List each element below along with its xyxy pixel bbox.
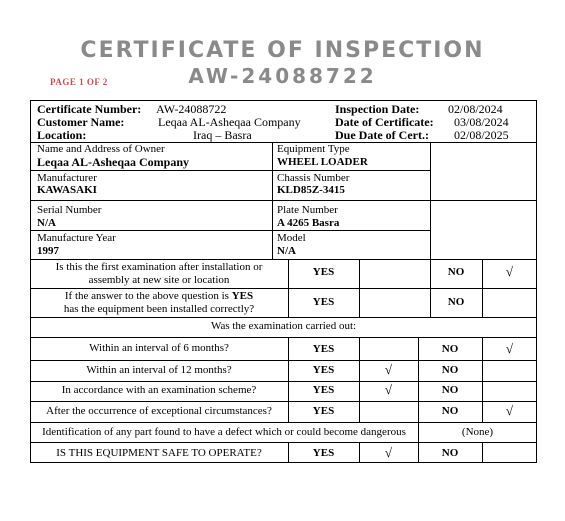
certificate-number-label: Certificate Number: — [37, 102, 142, 116]
examination-scheme-no: NO — [441, 384, 459, 396]
plate-number-label: Plate Number — [277, 204, 338, 216]
installed-correctly-question-line2: has the equipment been installed correctly? — [63, 303, 255, 315]
divider — [430, 142, 431, 259]
examination-scheme-yes-check: √ — [384, 382, 393, 397]
divider — [30, 259, 537, 260]
safe-to-operate-question: IS THIS EQUIPMENT SAFE TO OPERATE? — [56, 447, 262, 459]
examination-carried-out-heading: Was the examination carried out: — [210, 320, 357, 332]
examination-scheme-question: In accordance with an examination scheme? — [61, 384, 257, 396]
installed-correctly-no: NO — [447, 296, 465, 308]
exceptional-circumstances-no-check: √ — [505, 403, 514, 418]
serial-number-label: Serial Number — [37, 204, 102, 216]
certificate-number-heading: AW-24088722 — [188, 64, 377, 88]
page-indicator: PAGE 1 OF 2 — [50, 77, 108, 87]
owner-value: Leqaa AL-Asheqaa Company — [37, 155, 190, 169]
model-label: Model — [277, 232, 306, 244]
exceptional-circumstances-question: After the occurrence of exceptional circumstances? — [46, 405, 272, 417]
chassis-number-label: Chassis Number — [277, 172, 350, 184]
certificate-date-value: 03/08/2024 — [454, 115, 509, 129]
defect-identification-answer: (None) — [461, 426, 494, 438]
first-exam-no-check: √ — [505, 264, 514, 279]
safe-to-operate-no: NO — [441, 447, 459, 459]
interval-12-months-question: Within an interval of 12 months? — [86, 364, 232, 376]
installed-correctly-question-yes: YES — [231, 290, 254, 302]
divider — [482, 442, 483, 463]
divider — [359, 259, 360, 317]
equipment-type-value: WHEEL LOADER — [277, 156, 368, 168]
certificate-date-label: Date of Certificate: — [335, 115, 434, 129]
first-exam-yes: YES — [312, 266, 335, 278]
location-label: Location: — [37, 128, 87, 142]
first-exam-no: NO — [447, 266, 465, 278]
divider — [30, 337, 537, 338]
interval-6-months-no-check: √ — [505, 341, 514, 356]
divider — [30, 381, 537, 382]
location-value: Iraq – Basra — [193, 128, 252, 142]
defect-identification-question: Identification of any part found to have a defect which or could become dangerous — [42, 426, 406, 438]
manufacture-year-value: 1997 — [37, 245, 59, 257]
installed-correctly-yes: YES — [312, 296, 335, 308]
interval-12-months-yes-check: √ — [384, 362, 393, 377]
divider — [30, 288, 537, 289]
certificate-number-value: AW-24088722 — [156, 102, 227, 116]
inspection-date-value: 02/08/2024 — [448, 102, 503, 116]
due-date-label: Due Date of Cert.: — [335, 128, 429, 142]
manufacture-year-label: Manufacture Year — [37, 232, 116, 244]
divider — [30, 401, 537, 402]
manufacturer-value: KAWASAKI — [37, 184, 97, 196]
interval-6-months-no: NO — [441, 343, 459, 355]
first-exam-question-line1: Is this the first examination after installation or — [55, 261, 263, 273]
divider — [272, 142, 273, 259]
exceptional-circumstances-yes: YES — [312, 405, 335, 417]
divider — [30, 422, 537, 423]
interval-6-months-question: Within an interval of 6 months? — [89, 342, 229, 354]
interval-12-months-yes: YES — [312, 364, 335, 376]
equipment-type-label: Equipment Type — [277, 143, 350, 155]
serial-number-value: N/A — [37, 217, 56, 229]
interval-12-months-no: NO — [441, 364, 459, 376]
document-title: CERTIFICATE OF INSPECTION — [80, 38, 485, 63]
manufacturer-label: Manufacturer — [37, 172, 97, 184]
divider — [30, 230, 430, 231]
model-value: N/A — [277, 245, 296, 257]
first-exam-question-line2: assembly at new site or location — [88, 274, 230, 286]
safe-to-operate-yes: YES — [312, 447, 335, 459]
owner-label: Name and Address of Owner — [37, 143, 165, 155]
divider — [30, 360, 537, 361]
installed-correctly-question — [30, 290, 288, 316]
exceptional-circumstances-no: NO — [441, 405, 459, 417]
first-exam-question — [30, 261, 288, 287]
divider — [30, 317, 537, 318]
divider — [30, 200, 537, 201]
installed-correctly-question-line1: If the answer to the above question is — [64, 290, 232, 302]
due-date-value: 02/08/2025 — [454, 128, 509, 142]
interval-6-months-yes: YES — [312, 343, 335, 355]
customer-name-label: Customer Name: — [37, 115, 125, 129]
safe-to-operate-yes-check: √ — [384, 445, 393, 460]
divider — [30, 442, 537, 443]
examination-scheme-yes: YES — [312, 384, 335, 396]
customer-name-value: Leqaa AL-Asheqaa Company — [158, 115, 301, 129]
divider — [30, 170, 430, 171]
chassis-number-value: KLD85Z-3415 — [277, 184, 345, 196]
inspection-date-label: Inspection Date: — [335, 102, 420, 116]
divider — [359, 337, 360, 422]
plate-number-value: A 4265 Basra — [277, 217, 340, 229]
